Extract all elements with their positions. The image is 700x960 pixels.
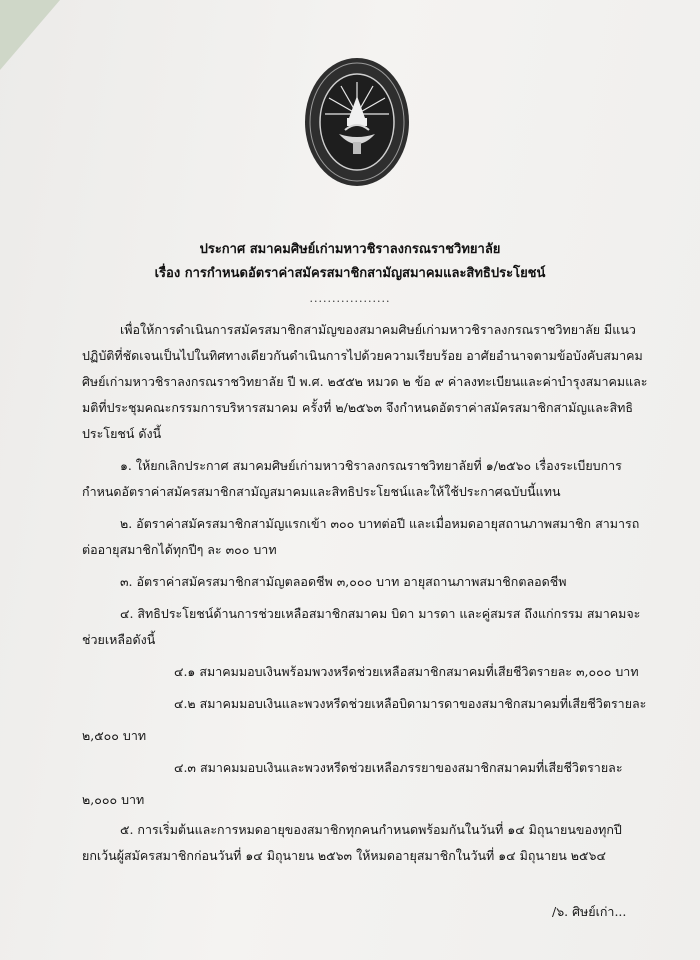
item-2-line: ต่ออายุสมาชิกได้ทุกปีๆ ละ ๓๐๐ บาท [82,542,277,557]
association-seal-logo [303,56,411,188]
paragraph-line: ศิษย์เก่ามหาวชิราลงกรณราชวิทยาลัย ปี พ.ศ. ๒๕๕๒ หมวด ๒ ข้อ ๙ ค่าลงทะเบียนและค่าบำรุงสมาคมและ [82,374,648,389]
paragraph-line: เพื่อให้การดำเนินการสมัครสมาชิกสามัญของสมาคมศิษย์เก่ามหาวชิราลงกรณราชวิทยาลัย มีแนว [120,322,636,337]
item-4-line: ๔. สิทธิประโยชน์ด้านการช่วยเหลือสมาชิกสมาคม บิดา มารดา และคู่สมรส ถึงแก่กรรม สมาคมจะ [120,606,641,621]
item-2-line: ๒. อัตราค่าสมัครสมาชิกสามัญแรกเข้า ๓๐๐ บาทต่อปี และเมื่อหมดอายุสถานภาพสมาชิก สามารถ [120,516,640,531]
announcement-title: ประกาศ สมาคมศิษย์เก่ามหาวชิราลงกรณราชวิทยาลัย [199,242,501,257]
item-4-line: ช่วยเหลือดังนี้ [82,632,156,647]
item-4-1-line: ๔.๑ สมาคมมอบเงินพร้อมพวงหรีดช่วยเหลือสมาชิกสมาคมที่เสียชีวิตรายละ ๓,๐๐๐ บาท [174,664,639,679]
paragraph-line: มติที่ประชุมคณะกรรมการบริหารสมาคม ครั้งที่ ๒/๒๕๖๓ จึงกำหนดอัตราค่าสมัครสมาชิกสามัญและสิทธิ [82,400,633,415]
item-4-2-line: ๒,๕๐๐ บาท [82,728,147,743]
item-4-2-line: ๔.๒ สมาคมมอบเงินและพวงหรีดช่วยเหลือบิดามารดาของสมาชิกสมาคมที่เสียชีวิตรายละ [174,696,647,711]
item-4-3-line: ๒,๐๐๐ บาท [82,792,145,807]
paragraph-line: ประโยชน์ ดังนี้ [82,426,162,441]
paragraph-line: ปฏิบัติที่ชัดเจนเป็นไปในทิศทางเดียวกันดำเนินการไปด้วยความเรียบร้อย อาศัยอำนาจตามข้อบังคับสมาคม [82,348,643,363]
item-5-line: ๕. การเริ่มต้นและการหมดอายุของสมาชิกทุกคนกำหนดพร้อมกันในวันที่ ๑๔ มิถุนายนของทุกปี [120,822,622,837]
item-1-line: กำหนดอัตราค่าสมัครสมาชิกสามัญสมาคมและสิทธิประโยชน์และให้ใช้ประกาศฉบับนี้แทน [82,484,561,499]
announcement-subject: เรื่อง การกำหนดอัตราค่าสมัครสมาชิกสามัญสมาคมและสิทธิประโยชน์ [154,266,546,281]
item-5-line: ยกเว้นผู้สมัครสมาชิกก่อนวันที่ ๑๔ มิถุนายน ๒๕๖๓ ให้หมดอายุสมาชิกในวันที่ ๑๔ มิถุนายน ๒๕๖๔ [82,848,606,863]
page-corner-shadow [0,0,60,70]
continued-marker: /๖. ศิษย์เก่า... [552,904,627,919]
item-1-line: ๑. ให้ยกเลิกประกาศ สมาคมศิษย์เก่ามหาวชิราลงกรณราชวิทยาลัยที่ ๑/๒๕๖๐ เรื่องระเบียบการ [120,458,622,473]
item-4-3-line: ๔.๓ สมาคมมอบเงินและพวงหรีดช่วยเหลือภรรยาของสมาชิกสมาคมที่เสียชีวิตรายละ [174,760,623,775]
item-3-line: ๓. อัตราค่าสมัครสมาชิกสามัญตลอดชีพ ๓,๐๐๐ บาท อายุสถานภาพสมาชิกตลอดชีพ [120,574,567,589]
title-separator: .................. [309,292,391,305]
